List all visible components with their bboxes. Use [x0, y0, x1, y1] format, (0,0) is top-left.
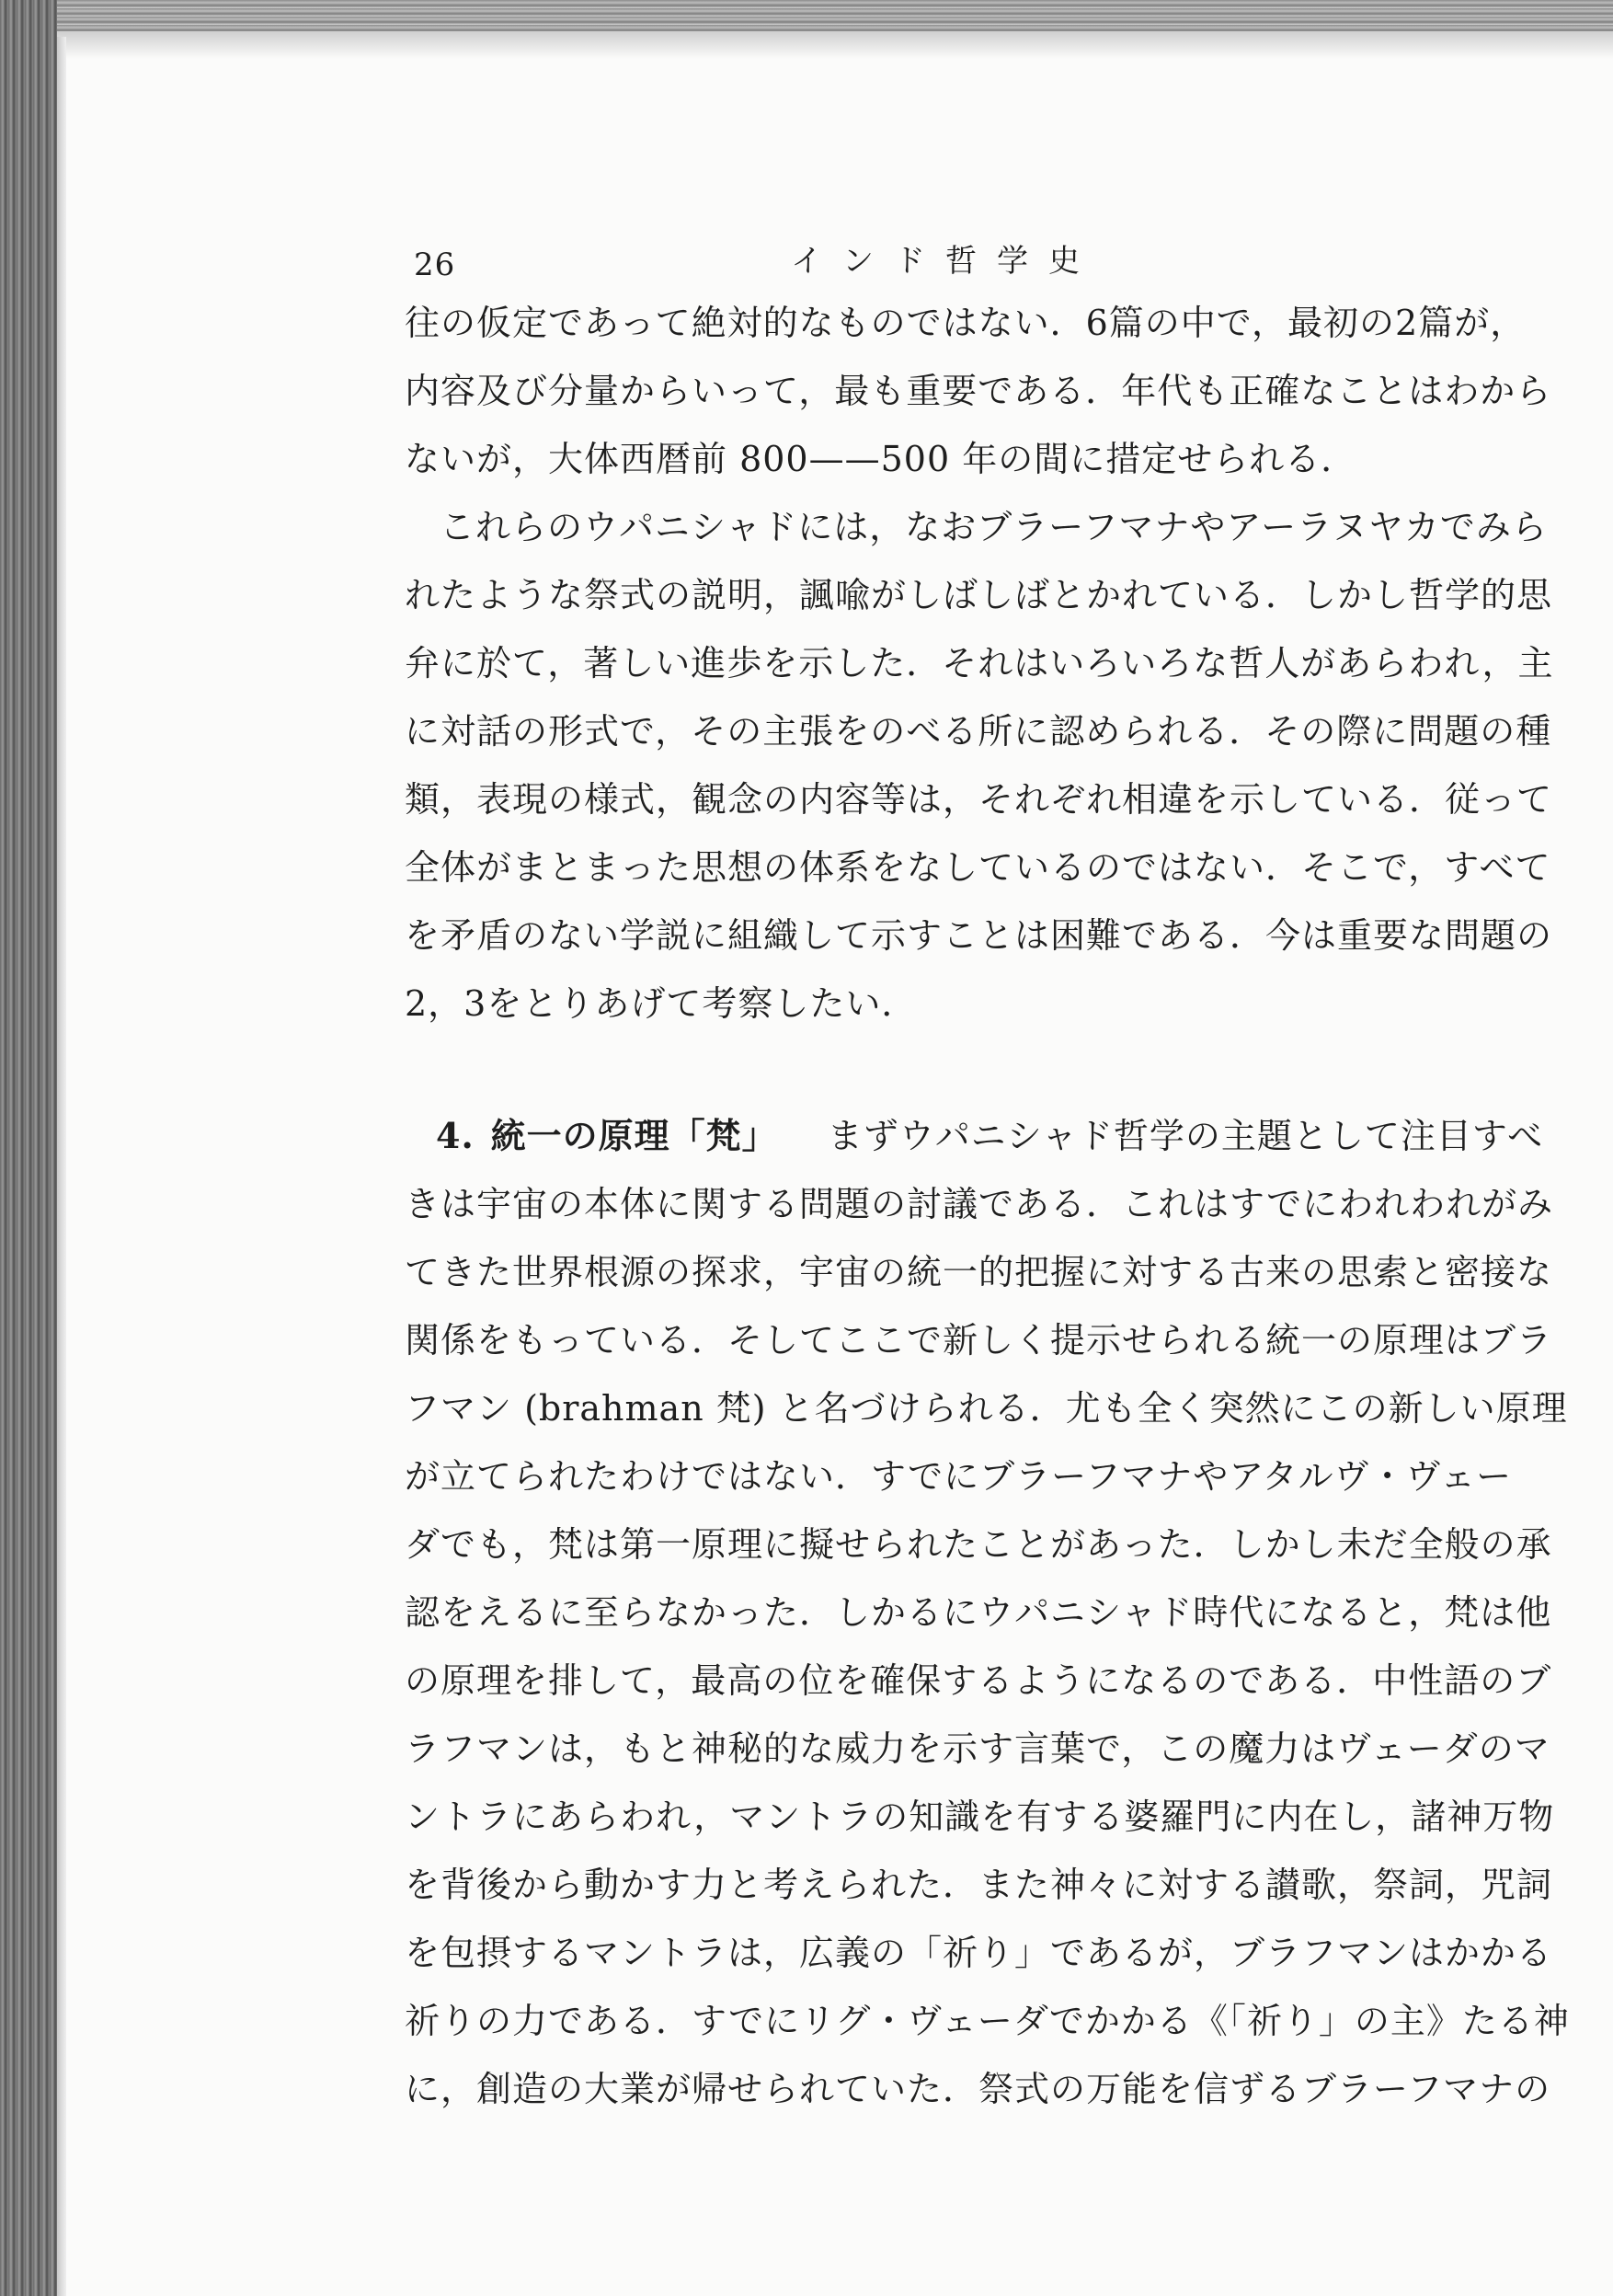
- section-title: 統一の原理「梵」: [490, 1115, 778, 1156]
- text-line: ダでも，梵は第一原理に擬せられたことがあった．しかし未だ全般の承: [405, 1524, 1552, 1565]
- text-line: 往の仮定であって絶対的なものではない．6篇の中で，最初の2篇が，: [405, 303, 1527, 343]
- text-line: が立てられたわけではない．すでにブラーフマナやアタルヴ・ヴェー: [405, 1456, 1513, 1497]
- text-line: フマン (brahman 梵) と名づけられる．尤も全く突然にこの新しい原理: [405, 1388, 1568, 1429]
- running-head: [405, 230, 1536, 285]
- text-line: 弁に於て，著しい進歩を示した．それはいろいろな哲人があらわれ，主: [405, 643, 1554, 683]
- text-line: を包摂するマントラは，広義の「祈り」であるが，ブラフマンはかかる: [405, 1933, 1553, 1973]
- text-line: 全体がまとまった思想の体系をなしているのではない．そこで，すべて: [405, 847, 1551, 888]
- text-line: ントラにあらわれ，マントラの知識を有する婆羅門に内在し，諸神万物: [405, 1797, 1555, 1837]
- running-title: インド哲学史: [791, 243, 1100, 280]
- text-line-rest: まずウパニシャド哲学の主題として注目すべ: [827, 1116, 1544, 1156]
- text-line: に，創造の大業が帰せられていた．祭式の万能を信ずるブラーフマナの: [405, 2069, 1551, 2109]
- text-line: 類，表現の様式，観念の内容等は，それぞれ相違を示している．従って: [405, 779, 1553, 820]
- text-line: 内容及び分量からいって，最も重要である．年代も正確なことはわから: [405, 371, 1552, 411]
- section-4: [405, 1102, 1570, 2123]
- text-line: れたような祭式の説明，諷喩がしばしばとかれている．しかし哲学的思: [405, 575, 1553, 615]
- paragraph: [405, 493, 1554, 1038]
- text-line: 2，3をとりあげて考察したい．: [405, 983, 918, 1024]
- text-line: これらのウパニシャドには，なおブラーフマナやアーラヌヤカでみら: [440, 507, 1548, 547]
- text-line: の原理を排して，最高の位を確保するようになるのである．中性語のブ: [405, 1660, 1552, 1701]
- section-heading-line: [405, 1102, 1544, 1170]
- paragraph-continued: [405, 289, 1552, 493]
- text-line: に対話の形式で，その主張をのべる所に認められる．その際に問題の種: [405, 711, 1552, 752]
- text-line: を矛盾のない学説に組織して示すことは困難である．今は重要な問題の: [405, 915, 1553, 956]
- scan-top-edge: [0, 0, 1613, 31]
- book-binding-edge: [0, 0, 57, 2296]
- text-line: 関係をもっている．そしてここで新しく提示せられる統一の原理はブラ: [405, 1320, 1553, 1360]
- text-line: 祈りの力である．すでにリグ・ヴェーダでかかる《「祈り」の主》たる神: [405, 2001, 1570, 2041]
- text-line: 認をえるに至らなかった．しかるにウパニシャド時代になると，梵は他: [405, 1592, 1552, 1633]
- page-number: 26: [414, 247, 456, 283]
- page-content: [405, 230, 1570, 2123]
- text-line: てきた世界根源の探求，宇宙の統一的把握に対する古来の思索と密接な: [405, 1252, 1553, 1292]
- text-line: ラフマンは，もと神秘的な威力を示す言葉で，この魔力はヴェーダのマ: [405, 1728, 1550, 1769]
- text-line: ないが，大体西暦前 800——500 年の間に措定せられる．: [405, 439, 1357, 479]
- text-line: きは宇宙の本体に関する問題の討議である．これはすでにわれわれがみ: [405, 1184, 1554, 1224]
- binding-shadow: [57, 37, 66, 2296]
- text-line: を背後から動かす力と考えられた．また神々に対する讃歌，祭詞，咒詞: [405, 1865, 1553, 1905]
- section-number: 4.: [436, 1115, 475, 1156]
- scan-top-shadow: [57, 31, 1613, 59]
